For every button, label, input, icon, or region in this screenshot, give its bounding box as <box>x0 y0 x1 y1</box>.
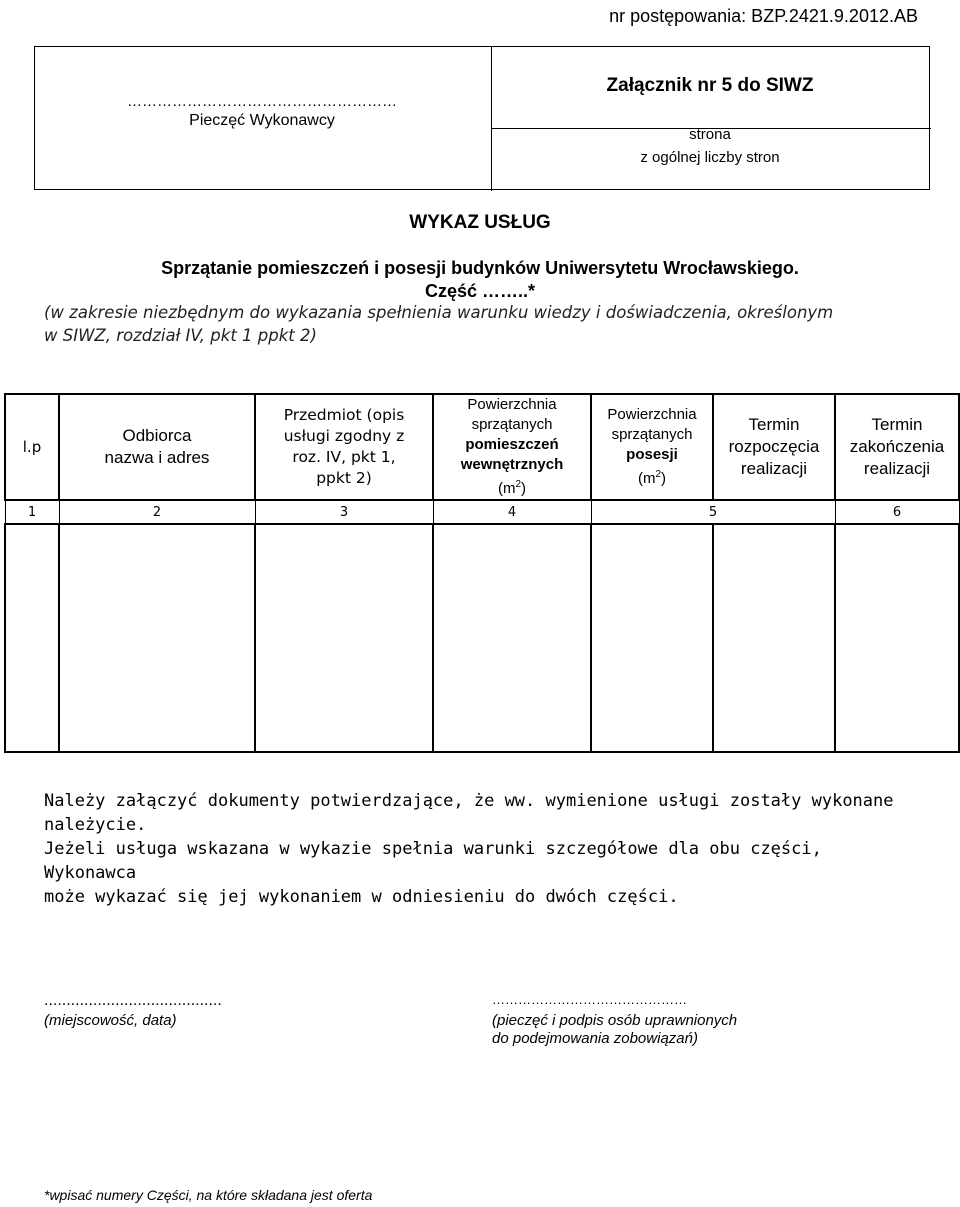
note-line: Należy załączyć dokumenty potwierdzające, że ww. wymienione usługi zostały wykonane <box>44 791 894 811</box>
note-line: należycie. <box>44 815 147 835</box>
note-line: Jeżeli usługa wskazana w wykazie spełnia warunki szczegółowe dla obu części, Wykonawca <box>44 839 822 883</box>
stamp-placeholder-dots: ……………………………………………… <box>127 93 397 110</box>
column-number: 4 <box>433 500 591 524</box>
part-label: Część ……..* <box>424 281 536 301</box>
table-header-row <box>5 394 959 500</box>
signature-label: do podejmowania zobowiązań) <box>492 1030 698 1047</box>
entry-cell[interactable] <box>5 524 59 752</box>
header-property-area: Powierzchnia sprzątanych posesji $(m^2)$ <box>591 394 713 500</box>
services-table <box>4 393 958 745</box>
scope-line: (w zakresie niezbędnym do wykazania spełnienia warunku wiedzy i doświadczenia, określonym <box>44 303 834 322</box>
attachment-note <box>44 789 924 909</box>
entry-cell[interactable] <box>433 524 591 752</box>
column-number-row <box>5 500 959 524</box>
scope-text <box>44 301 924 347</box>
column-number: 1 <box>5 500 59 524</box>
place-date-label: (miejscowość, data) <box>44 1012 177 1029</box>
header-subject: Przedmiot (opis usługi zgodny z roz. IV, pkt 1, ppkt 2) <box>255 394 433 500</box>
header-recipient: Odbiorca nazwa i adres <box>59 394 255 500</box>
entry-cell[interactable] <box>255 524 433 752</box>
page-label: strona <box>689 126 731 143</box>
header-start-date: Termin rozpoczęcia realizacji <box>713 394 835 500</box>
scope-line: w SIWZ, rozdział IV, pkt 1 ppkt 2) <box>44 326 317 345</box>
column-number: 5 <box>591 500 835 524</box>
entry-cell[interactable] <box>591 524 713 752</box>
table-entry-row[interactable] <box>5 524 959 752</box>
document-subject: Sprzątanie pomieszczeń i posesji budynków Uniwersytetu Wrocławskiego. <box>161 258 799 278</box>
document-title: WYKAZ USŁUG <box>409 212 551 233</box>
header-divider-vertical <box>491 47 492 191</box>
note-line: może wykazać się jej wykonaniem w odniesieniu do dwóch części. <box>44 887 679 907</box>
signature-label: (pieczęć i podpis osób uprawnionych <box>492 1012 738 1029</box>
column-number: 6 <box>835 500 959 524</box>
column-number: 3 <box>255 500 433 524</box>
header-lp: l.p <box>5 394 59 500</box>
reference-number: nr postępowania: BZP.2421.9.2012.AB <box>609 6 918 26</box>
entry-cell[interactable] <box>59 524 255 752</box>
attachment-title: Załącznik nr 5 do SIWZ <box>606 75 814 96</box>
header-indoor-area: Powierzchnia sprzątanych pomieszczeń wewnętrznych $(m^2)$ <box>433 394 591 500</box>
footnote: *wpisać numery Części, na które składana jest oferta <box>44 1187 373 1203</box>
signature-dots: ……………………………………… <box>492 992 687 1007</box>
column-number: 2 <box>59 500 255 524</box>
entry-cell[interactable] <box>835 524 959 752</box>
header-end-date: Termin zakończenia realizacji <box>835 394 959 500</box>
stamp-label: Pieczęć Wykonawcy <box>189 112 335 129</box>
total-pages-label: z ogólnej liczby stron <box>640 149 780 166</box>
entry-cell[interactable] <box>713 524 835 752</box>
place-date-dots: ........................................ <box>44 992 222 1009</box>
